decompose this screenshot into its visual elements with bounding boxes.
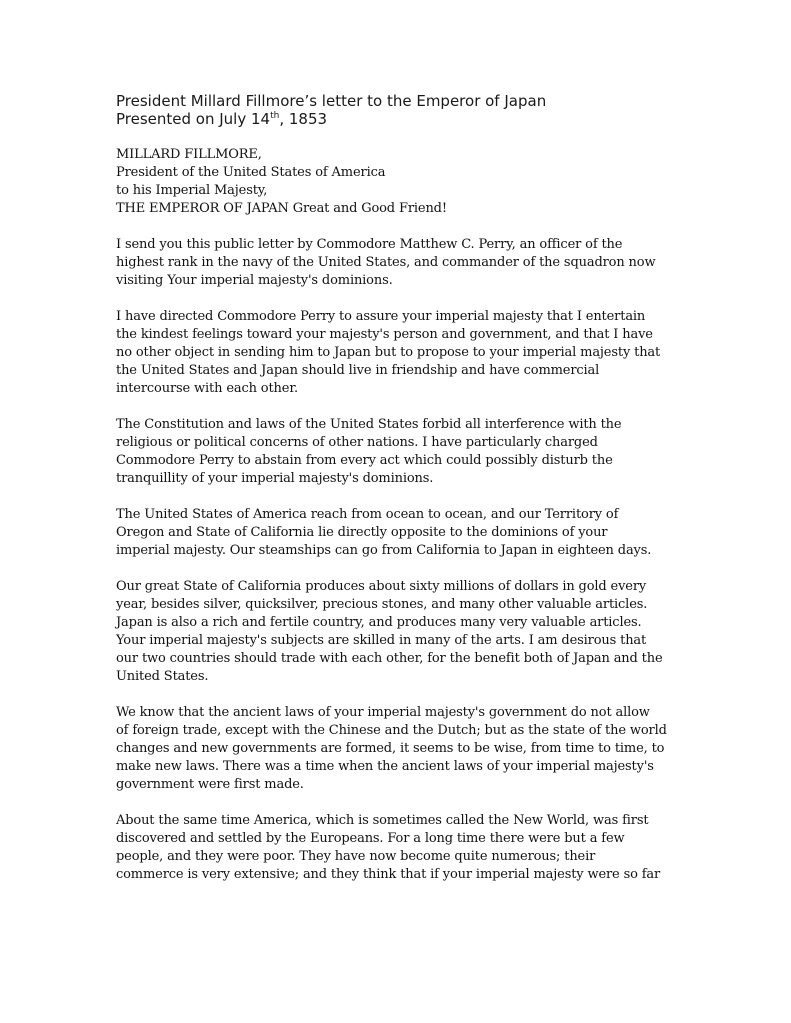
text-line: Your imperial majesty's subjects are skilled in many of the arts. I am desirous that xyxy=(116,633,647,648)
text-line: changes and new governments are formed, it seems to be wise, from time to time, to xyxy=(116,741,665,756)
salutation-block xyxy=(116,146,676,218)
document-subtitle xyxy=(116,110,676,128)
text-line: Oregon and State of California lie directly opposite to the dominions of your xyxy=(116,525,608,540)
text-line: tranquillity of your imperial majesty's dominions. xyxy=(116,471,434,486)
text-line: discovered and settled by the Europeans. For a long time there were but a few xyxy=(116,831,625,846)
text-line: United States. xyxy=(116,669,209,684)
paragraph-6 xyxy=(116,704,676,794)
document-title xyxy=(116,92,676,110)
text-line: imperial majesty. Our steamships can go from California to Japan in eighteen days. xyxy=(116,543,652,558)
text-line: our two countries should trade with each other, for the benefit both of Japan and the xyxy=(116,651,663,666)
text-line: Japan is also a rich and fertile country, and produces many very valuable articles. xyxy=(116,615,642,630)
salutation-line: to his Imperial Majesty, xyxy=(116,183,268,198)
paragraph-3 xyxy=(116,416,676,488)
paragraph-1 xyxy=(116,236,676,290)
letter-content xyxy=(116,92,676,884)
text-line: commerce is very extensive; and they think that if your imperial majesty were so far xyxy=(116,867,661,882)
salutation-line: President of the United States of America xyxy=(116,165,386,180)
text-line: make new laws. There was a time when the ancient laws of your imperial majesty's xyxy=(116,759,654,774)
text-line: of foreign trade, except with the Chinese and the Dutch; but as the state of the world xyxy=(116,723,667,738)
presented-date-year: , 1853 xyxy=(279,110,328,128)
text-line: intercourse with each other. xyxy=(116,381,298,396)
text-line: religious or political concerns of other nations. I have particularly charged xyxy=(116,435,598,450)
salutation-line: THE EMPEROR OF JAPAN Great and Good Friend! xyxy=(116,201,447,216)
paragraph-5 xyxy=(116,578,676,686)
text-line: I have directed Commodore Perry to assure your imperial majesty that I entertain xyxy=(116,309,646,324)
text-line: the kindest feelings toward your majesty's person and government, and that I have xyxy=(116,327,653,342)
text-line: year, besides silver, quicksilver, precious stones, and many other valuable articles. xyxy=(116,597,648,612)
paragraph-4 xyxy=(116,506,676,560)
presented-date-prefix: Presented on July 14 xyxy=(116,110,271,128)
text-line: no other object in sending him to Japan but to propose to your imperial majesty that xyxy=(116,345,661,360)
paragraph-7 xyxy=(116,812,676,884)
text-line: Our great State of California produces about sixty millions of dollars in gold every xyxy=(116,579,647,594)
text-line: visiting Your imperial majesty's dominions. xyxy=(116,273,393,288)
text-line: I send you this public letter by Commodore Matthew C. Perry, an officer of the xyxy=(116,237,623,252)
text-line: The United States of America reach from ocean to ocean, and our Territory of xyxy=(116,507,619,522)
paragraph-2 xyxy=(116,308,676,398)
salutation-line: MILLARD FILLMORE, xyxy=(116,147,262,162)
text-line: About the same time America, which is sometimes called the New World, was first xyxy=(116,813,649,828)
text-line: The Constitution and laws of the United States forbid all interference with the xyxy=(116,417,622,432)
text-line: government were first made. xyxy=(116,777,304,792)
ordinal-suffix: th xyxy=(270,111,280,121)
text-line: highest rank in the navy of the United States, and commander of the squadron now xyxy=(116,255,656,270)
text-line: We know that the ancient laws of your imperial majesty's government do not allow xyxy=(116,705,650,720)
text-line: the United States and Japan should live in friendship and have commercial xyxy=(116,363,600,378)
title-line-1: President Millard Fillmore’s letter to the Emperor of Japan xyxy=(116,92,547,110)
text-line: Commodore Perry to abstain from every act which could possibly disturb the xyxy=(116,453,613,468)
text-line: people, and they were poor. They have now become quite numerous; their xyxy=(116,849,596,864)
